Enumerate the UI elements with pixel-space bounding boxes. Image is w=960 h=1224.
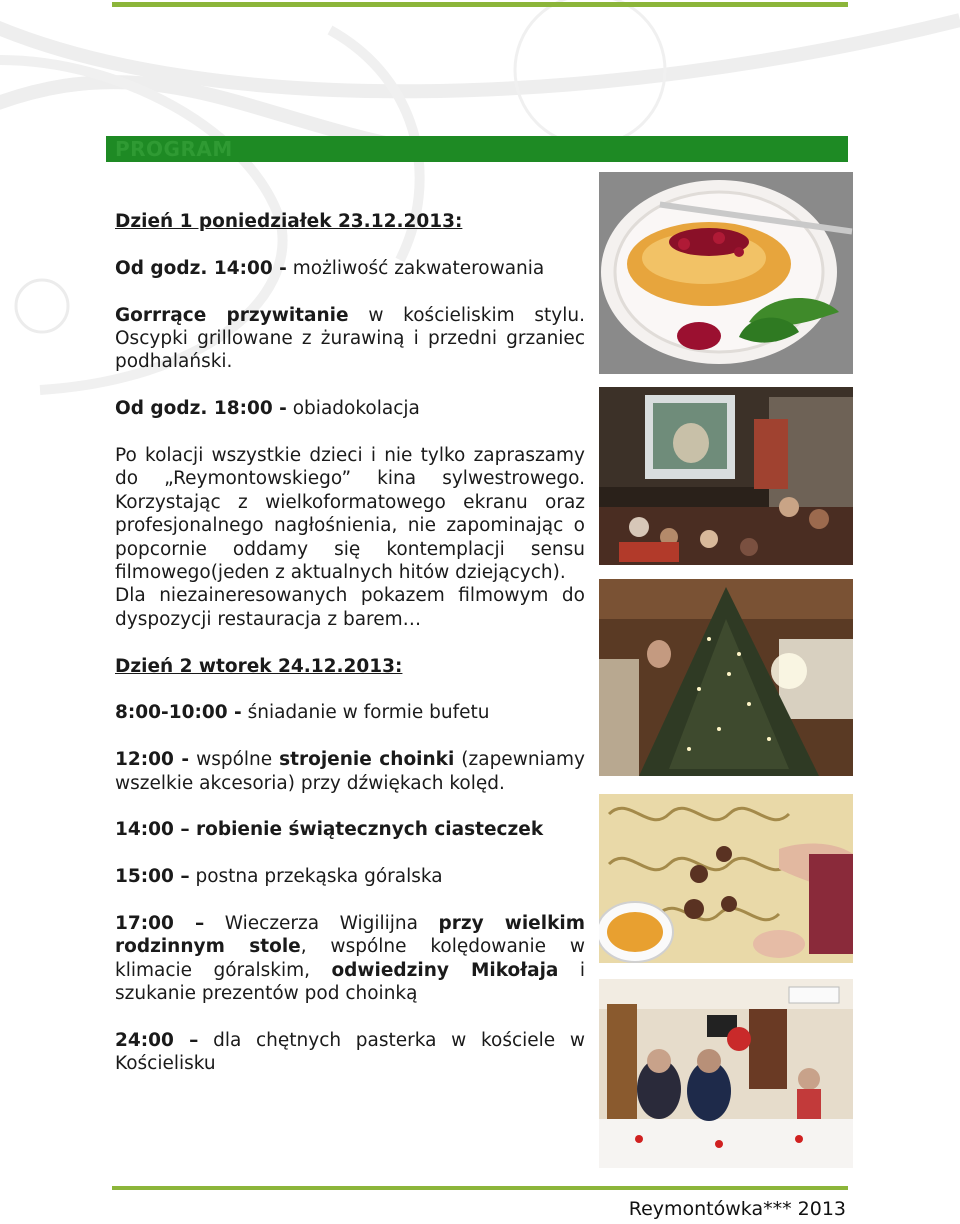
- footer-brand: Reymontówka*** 2013: [628, 1198, 846, 1220]
- day2-cookies: 14:00 – robienie świątecznych ciasteczek: [115, 819, 544, 841]
- day1-dinner: Od godz. 18:00 - obiadokolacja: [115, 398, 420, 420]
- day1-bar: Dla niezaineresowanych pokazem filmowym do dyspozycji restauracja z barem…: [115, 585, 585, 630]
- day1-title: Dzień 1 poniedziałek 23.12.2013:: [115, 211, 463, 232]
- photo-christmas-eve-supper: [599, 979, 853, 1168]
- photo-christmas-tree: [599, 579, 853, 776]
- photo-cinema: [599, 387, 853, 565]
- day2-supper: 17:00 – Wieczerza Wigilijna przy wielkim rodzinnym stole, wspólne kolędowanie w klimacie góralskim, odwiedziny Mikołaja i szukanie prezentów pod choinką: [115, 913, 585, 1005]
- day1-arrival: Od godz. 14:00 - możliwość zakwaterowania: [115, 257, 545, 279]
- day2-title: Dzień 2 wtorek 24.12.2013:: [115, 655, 403, 677]
- program-header-bar: [106, 136, 848, 162]
- program-title: PROGRAM: [115, 137, 233, 161]
- day2-mass: 24:00 – dla chętnych pasterka w kościele w Kościelisku: [115, 1030, 586, 1075]
- day2-tree: 12:00 - wspólne strojenie choinki (zapewniamy wszelkie akcesoria) przy dźwiękach kolęd.: [115, 749, 585, 794]
- top-green-rule: [112, 2, 848, 7]
- program-text: [115, 210, 585, 1076]
- photo-cookies: [599, 794, 853, 963]
- bottom-green-rule: [112, 1186, 848, 1190]
- day1-welcome: Gorrrące przywitanie w kościeliskim stylu. Oscypki grillowane z żurawiną i przedni grzaniec podhalański.: [115, 304, 585, 373]
- photo-oscypek: [599, 172, 853, 374]
- day1-cinema: Po kolacji wszystkie dzieci i nie tylko zapraszamy do „Reymontowskiego” kina sylwestrowego. Korzystając z wielkoformatowego ekranu oraz profesjonalnego nagłośnienia, nie zapominając o popcornie oddamy się kontemplacji sensu filmowego(jeden z aktualnych hitów dziejących).: [115, 445, 585, 584]
- day2-breakfast: 8:00-10:00 - śniadanie w formie bufetu: [115, 702, 490, 724]
- day2-snack: 15:00 – postna przekąska góralska: [115, 866, 443, 888]
